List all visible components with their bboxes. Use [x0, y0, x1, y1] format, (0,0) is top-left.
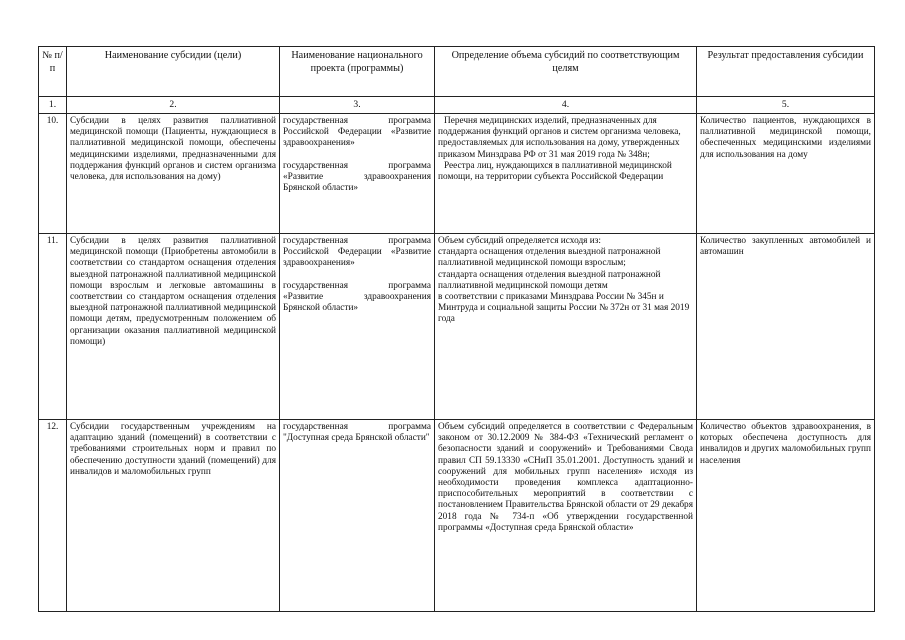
table-row: [39, 114, 875, 234]
header-name: Наименование субсидии (цели): [67, 47, 280, 97]
volume-text: Объем субсидий определяется исходя из:: [438, 236, 602, 246]
subsidy-name: Субсидии в целях развития паллиативной медицинской помощи (Пациенты, нуждающиеся в паллиативной медицинской помощи, обеспечены медицинскими изделиями, предназначенными для поддержания функций органов и систем организма человека, для использования на дому): [67, 114, 280, 234]
subsidy-name: Субсидии государственным учреждениям на адаптацию зданий (помещений) в соответствии с требованиями строительных норм и правил по обеспечению доступности зданий (помещений) для инвалидов и маломобильных групп: [67, 420, 280, 612]
project-text: государственная программа Российской Федерации «Развитие здравоохранения»: [283, 116, 431, 149]
column-number-row: [39, 97, 875, 114]
header-row: [39, 47, 875, 97]
column-number: 1.: [39, 97, 67, 114]
column-number: 3.: [280, 97, 435, 114]
project-text: государственная программа Российской Федерации «Развитие здравоохранения»: [283, 236, 431, 269]
volume-cell: [435, 234, 697, 420]
project-cell: [280, 420, 435, 612]
volume-text: стандарта оснащения отделения выездной патронажной паллиативной медицинской помощи детям: [438, 269, 661, 291]
volume-text: стандарта оснащения отделения выездной патронажной паллиативной медицинской помощи взрослым;: [438, 247, 661, 269]
header-volume: Определение объема субсидий по соответствующим целям: [435, 47, 697, 97]
column-number: 5.: [697, 97, 875, 114]
project-cell: [280, 114, 435, 234]
table-row: [39, 234, 875, 420]
project-cell: [280, 234, 435, 420]
result-text: Количество пациентов, нуждающихся в паллиативной медицинской помощи, обеспеченных медицинскими изделиями для использования на дому: [697, 114, 875, 234]
project-text: государственная программа «Развитие здравоохранения Брянской области»: [283, 160, 431, 194]
volume-text: Перечня медицинских изделий, предназначенных для поддержания функций органов и систем организма человека, предоставляемых для использования на дому, утвержденных приказом Минздрава РФ от 31 мая 2019 года № 348н;: [438, 116, 681, 160]
result-text: Количество объектов здравоохранения, в которых обеспечена доступность для инвалидов и других маломобильных групп населения: [697, 420, 875, 612]
table-row: [39, 420, 875, 612]
project-text: государственная программа «Развитие здравоохранения Брянской области»: [283, 280, 431, 314]
subsidy-table: [38, 46, 875, 612]
column-number: 4.: [435, 97, 697, 114]
volume-cell: [435, 420, 697, 612]
header-result: Результат предоставления субсидии: [697, 47, 875, 97]
row-number: 10.: [39, 114, 67, 234]
header-project: Наименование национального проекта (программы): [280, 47, 435, 97]
result-text: Количество закупленных автомобилей и автомашин: [697, 234, 875, 420]
volume-text: в соответствии с приказами Минздрава России № 345н и Минтруда и социальной защиты России № 372н от 31 мая 2019 года: [438, 292, 690, 325]
row-number: 11.: [39, 234, 67, 420]
header-num: № п/п: [39, 47, 67, 97]
volume-text: Объем субсидий определяется в соответствии с Федеральным законом от 30.12.2009 № 384-ФЗ «Технический регламент о безопасности зданий и сооружений» и Требованиями Свода правил СП 59.13330 «СНиП 35.01.2001. Доступность зданий и сооружений для мобильных групп населения» исходя из необходимости проведения комплекса адаптационно-приспособительных мероприятий в соответствии с постановлением Правительства Брянской области от 29 декабря 2018 года № 734-п «Об утверждении государственной программы «Доступная среда Брянской области»: [438, 422, 693, 533]
column-number: 2.: [67, 97, 280, 114]
subsidy-name: Субсидии в целях развития паллиативной медицинской помощи (Приобретены автомобили в соответствии со стандартом оснащения отделения выездной патронажной паллиативной медицинской помощи взрослым и легковые автомашины в соответствии со стандартом оснащения отделения выездной патронажной паллиативной медицинской помощи детям, предусмотренным положением об организации оказания паллиативной медицинской помощи): [67, 234, 280, 420]
volume-cell: [435, 114, 697, 234]
project-text: государственная программа "Доступная среда Брянской области": [283, 422, 431, 444]
row-number: 12.: [39, 420, 67, 612]
volume-text: Реестра лиц, нуждающихся в паллиативной медицинской помощи, на территории субъекта Российской Федерации: [438, 160, 672, 183]
